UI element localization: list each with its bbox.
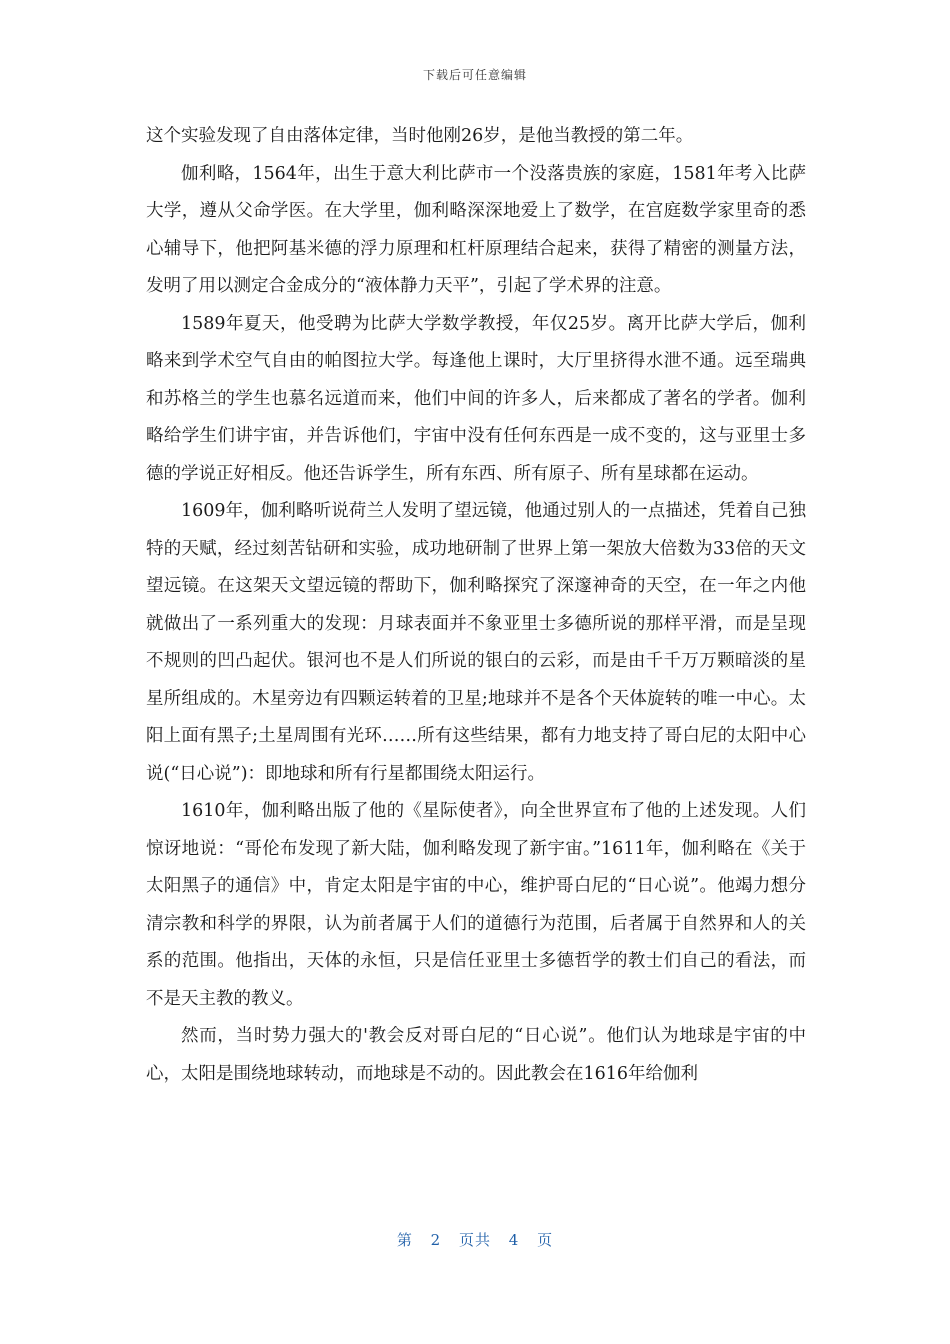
page-suffix: 页 [537,1231,554,1249]
page-header: 下载后可任意编辑 [422,68,527,82]
paragraph: 1589年夏天，他受聘为比萨大学数学教授，年仅25岁。离开比萨大学后，伽利略来到学术空气自由的帕图拉大学。每逢他上课时，大厅里挤得水泄不通。远至瑞典和苏格兰的学生也慕名远道而来，他们中间的许多人，后来都成了著名的学者。伽利略给学生们讲宇宙，并告诉他们，宇宙中没有任何东西是一成不变的，这与亚里士多德的学说正好相反。他还告诉学生，所有东西、所有原子、所有星球都在运动。 [146,313,806,484]
paragraph: 1610年，伽利略出版了他的《星际使者》，向全世界宣布了他的上述发现。人们惊讶地说：“哥伦布发现了新大陆，伽利略发现了新宇宙。”1611年，伽利略在《关于太阳黑子的通信》中，肯定太阳是宇宙的中心，维护哥白尼的“日心说”。他竭力想分清宗教和科学的界限，认为前者属于人们的道德行为范围，后者属于自然界和人的关系的范围。他指出，天体的永恒，只是信任亚里士多德哲学的教士们自己的看法，而不是天主教的教义。 [146,801,806,1009]
total-pages-number: 4 [508,1231,520,1249]
page-label: 第 [396,1231,413,1249]
page-footer [0,1229,950,1250]
document-body [146,118,806,1093]
paragraph: 这个实验发现了自由落体定律，当时他刚26岁，是他当教授的第二年。 [146,126,694,146]
of-label: 页共 [458,1231,491,1249]
paragraph: 1609年，伽利略听说荷兰人发明了望远镜，他通过别人的一点描述，凭着自己独特的天赋，经过刻苦钻研和实验，成功地研制了世界上第一架放大倍数为33倍的天文望远镜。在这架天文望远镜的帮助下，伽利略探究了深邃神奇的天空，在一年之内他就做出了一系列重大的发现：月球表面并不象亚里士多德所说的那样平滑，而是呈现不规则的凹凸起伏。银河也不是人们所说的银白的云彩，而是由千千万万颗暗淡的星星所组成的。木星旁边有四颗运转着的卫星;地球并不是各个天体旋转的唯一中心。太阳上面有黑子;土星周围有光环……所有这些结果，都有力地支持了哥白尼的太阳中心说(“日心说”)：即地球和所有行星都围绕太阳运行。 [146,501,806,784]
paragraph: 伽利略，1564年，出生于意大利比萨市一个没落贵族的家庭，1581年考入比萨大学，遵从父命学医。在大学里，伽利略深深地爱上了数学，在宫庭数学家里奇的悉心辅导下，他把阿基米德的浮力原理和杠杆原理结合起来，获得了精密的测量方法，发明了用以测定合金成分的“液体静力天平”，引起了学术界的注意。 [146,163,806,296]
current-page-number: 2 [430,1231,442,1249]
paragraph: 然而，当时势力强大的'教会反对哥白尼的“日心说”。他们认为地球是宇宙的中心，太阳是围绕地球转动，而地球是不动的。因此教会在1616年给伽利 [146,1026,806,1084]
